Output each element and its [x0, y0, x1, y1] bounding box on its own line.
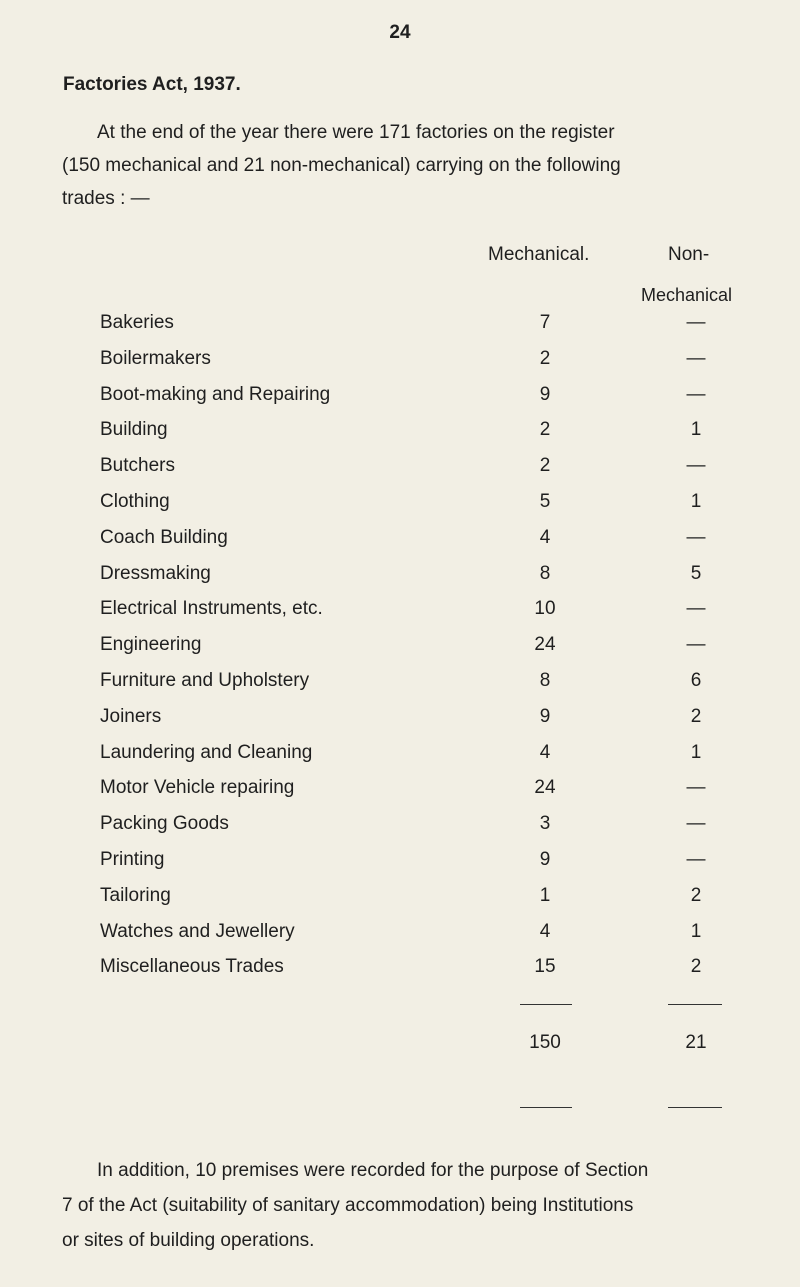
- trade-name: Tailoring: [100, 884, 171, 906]
- table-row: [0, 312, 800, 346]
- mechanical-count: 7: [539, 312, 551, 333]
- mechanical-count: 4: [539, 741, 551, 763]
- non-mechanical-count: 6: [690, 670, 702, 691]
- note-paragraph: [62, 1153, 752, 1258]
- non-mechanical-count: 2: [690, 705, 702, 727]
- mechanical-count: 2: [539, 347, 551, 369]
- note-line: 7 of the Act (suitability of sanitary accommodation) being Institutions: [62, 1195, 634, 1216]
- intro-line: trades : —: [62, 188, 150, 209]
- non-mechanical-count: 1: [690, 741, 702, 763]
- trade-name: Miscellaneous Trades: [100, 956, 284, 978]
- table-row: [0, 563, 800, 597]
- table-row: [0, 885, 800, 919]
- table-row: [0, 849, 800, 883]
- trade-name: Motor Vehicle repairing: [100, 777, 295, 799]
- mechanical-count: 1: [539, 884, 551, 906]
- page-number: 24: [389, 22, 411, 43]
- mechanical-count: 2: [539, 419, 551, 441]
- trade-name: Boilermakers: [100, 347, 211, 369]
- total-rule-non-mechanical: [668, 1107, 722, 1108]
- total-non-mechanical: 21: [685, 1032, 707, 1053]
- trade-name: Boot-making and Repairing: [100, 383, 331, 405]
- non-mechanical-count: 1: [690, 920, 702, 942]
- table-row: [0, 813, 800, 847]
- intro-line: (150 mechanical and 21 non-mechanical) carrying on the following: [62, 155, 621, 176]
- trade-name: Building: [100, 419, 168, 441]
- trade-name: Coach Building: [100, 526, 228, 548]
- mechanical-count: 8: [539, 670, 551, 691]
- non-mechanical-count: —: [686, 312, 706, 333]
- mechanical-column-header: Mechanical.: [488, 244, 590, 265]
- mechanical-count: 9: [539, 705, 551, 727]
- table-row: [0, 706, 800, 740]
- table-row: [0, 491, 800, 525]
- trade-name: Watches and Jewellery: [100, 920, 295, 942]
- trade-name: Butchers: [100, 455, 175, 477]
- mechanical-count: 15: [534, 956, 556, 978]
- trade-name: Electrical Instruments, etc.: [100, 598, 323, 620]
- table-row: [0, 956, 800, 990]
- subtotal-rule-mechanical: [520, 1004, 572, 1005]
- non-mechanical-column-header: Non-: [668, 244, 710, 265]
- mechanical-count: 3: [539, 813, 551, 835]
- note-line: or sites of building operations.: [62, 1230, 315, 1251]
- non-mechanical-column-header: Mechanical: [641, 285, 733, 305]
- mechanical-count: 4: [539, 920, 551, 942]
- trade-name: Printing: [100, 849, 165, 870]
- total-mechanical: 150: [529, 1032, 561, 1053]
- mechanical-count: 4: [539, 526, 551, 548]
- non-mechanical-count: —: [686, 598, 706, 620]
- mechanical-count: 2: [539, 455, 551, 477]
- table-row: [0, 598, 800, 632]
- trade-name: Laundering and Cleaning: [100, 741, 313, 763]
- non-mechanical-count: 1: [690, 419, 702, 441]
- non-mechanical-count: —: [686, 347, 706, 369]
- non-mechanical-count: 1: [690, 491, 702, 512]
- trade-name: Clothing: [100, 491, 170, 512]
- mechanical-count: 24: [534, 777, 556, 799]
- non-mechanical-count: 2: [690, 956, 702, 978]
- mechanical-count: 9: [539, 383, 551, 405]
- mechanical-count: 10: [534, 598, 556, 620]
- table-row: [0, 384, 800, 418]
- total-rule-mechanical: [520, 1107, 572, 1108]
- trade-name: Engineering: [100, 634, 202, 656]
- non-mechanical-count: —: [686, 777, 706, 799]
- non-mechanical-count: —: [686, 634, 706, 656]
- table-row: [0, 777, 800, 811]
- table-row: [0, 742, 800, 776]
- non-mechanical-count: 5: [690, 562, 702, 584]
- note-line: In addition, 10 premises were recorded for the purpose of Section: [97, 1160, 649, 1181]
- table-row: [0, 921, 800, 955]
- non-mechanical-count: —: [686, 526, 706, 548]
- table-row: [0, 348, 800, 382]
- mechanical-count: 9: [539, 849, 551, 870]
- trade-name: Bakeries: [100, 312, 174, 333]
- mechanical-count: 24: [534, 634, 556, 656]
- trade-name: Dressmaking: [100, 562, 211, 584]
- section-title: Factories Act, 1937.: [63, 74, 241, 95]
- table-row: [0, 455, 800, 489]
- table-row: [0, 634, 800, 668]
- non-mechanical-count: 2: [690, 884, 702, 906]
- table-row: [0, 527, 800, 561]
- trade-name: Furniture and Upholstery: [100, 670, 310, 691]
- non-mechanical-count: —: [686, 383, 706, 405]
- non-mechanical-count: —: [686, 849, 706, 870]
- table-row: [0, 419, 800, 453]
- mechanical-count: 8: [539, 562, 551, 584]
- subtotal-rule-non-mechanical: [668, 1004, 722, 1005]
- non-mechanical-count: —: [686, 455, 706, 477]
- non-mechanical-count: —: [686, 813, 706, 835]
- mechanical-count: 5: [539, 491, 551, 512]
- intro-paragraph: [62, 116, 738, 215]
- trade-name: Joiners: [100, 705, 162, 727]
- intro-line: At the end of the year there were 171 factories on the register: [97, 122, 615, 143]
- table-row: [0, 670, 800, 704]
- trade-name: Packing Goods: [100, 813, 229, 835]
